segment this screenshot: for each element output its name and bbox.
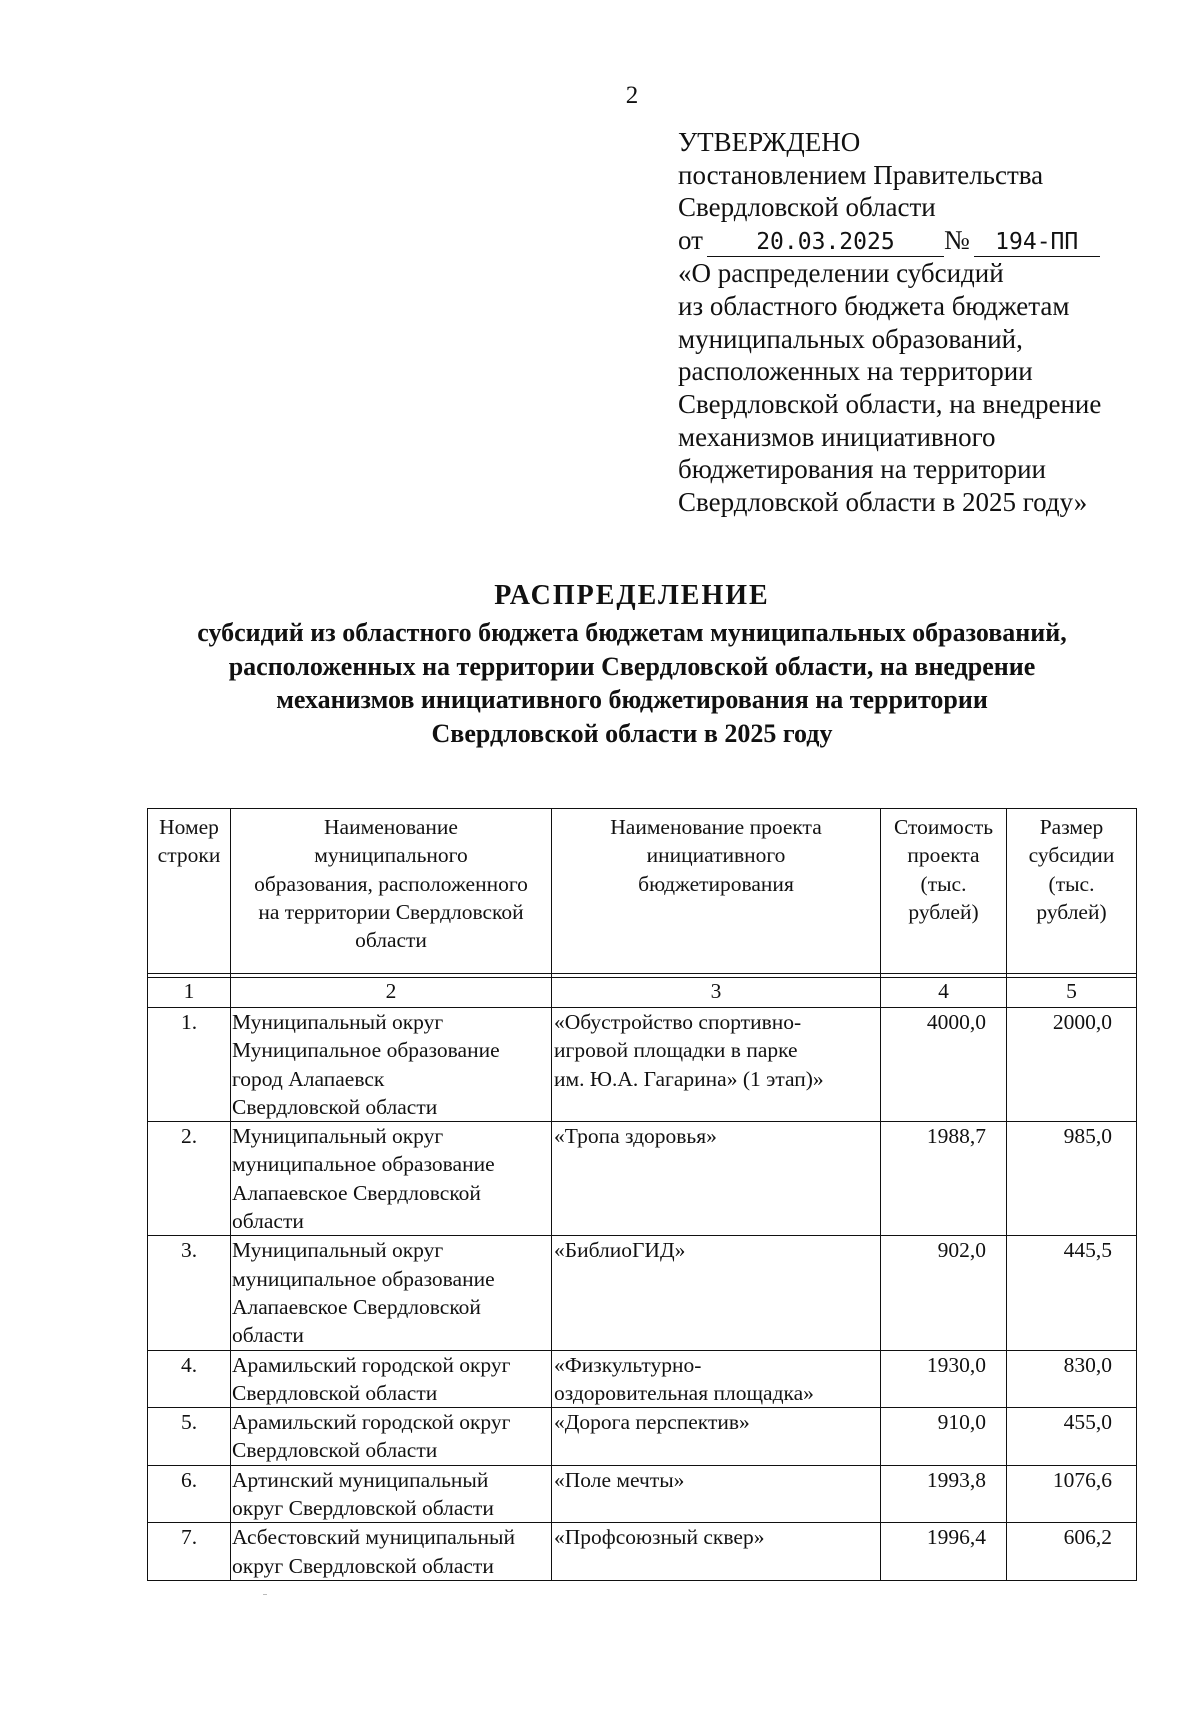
municipality-name <box>231 1350 552 1408</box>
table-header-row <box>148 809 1137 974</box>
municipality-name <box>231 1465 552 1523</box>
municipality-name-line: Артинский муниципальный <box>232 1467 489 1492</box>
table-row <box>148 1350 1137 1408</box>
project-cost: 1930,0 <box>881 1350 1007 1408</box>
distribution-table <box>147 808 1137 1581</box>
municipality-name-line: Арамильский городской округ <box>232 1352 511 1377</box>
municipality-name-line: Алапаевское Свердловской <box>232 1180 481 1205</box>
project-name-line: «Физкультурно- <box>554 1352 702 1377</box>
caption-line: Свердловской области, на внедрение <box>678 388 1102 419</box>
municipality-name-line: Асбестовский муниципальный <box>232 1525 515 1550</box>
project-name <box>552 1350 881 1408</box>
project-name-line: «Поле мечты» <box>554 1467 685 1492</box>
subtitle-line: расположенных на территории Свердловской области, на внедрение <box>228 651 1036 681</box>
municipality-name-line: округ Свердловской области <box>232 1496 494 1521</box>
project-cost: 1996,4 <box>881 1523 1007 1581</box>
municipality-name-line: Муниципальный округ <box>232 1238 444 1263</box>
scan-mark <box>263 1594 267 1595</box>
table-row <box>148 1008 1137 1122</box>
subtitle-line: механизмов инициативного бюджетирования на территории <box>276 685 988 714</box>
subsidy-amount: 1076,6 <box>1007 1465 1137 1523</box>
project-name <box>552 1122 881 1236</box>
municipality-name-line: Муниципальный округ <box>232 1124 444 1149</box>
project-name <box>552 1465 881 1523</box>
caption-line: бюджетирования на территории <box>678 454 1047 485</box>
municipality-name <box>231 1523 552 1581</box>
table-row <box>148 1408 1137 1466</box>
municipality-name-line: Свердловской области <box>232 1380 438 1405</box>
column-number: 2 <box>231 978 552 1008</box>
subtitle-line: субсидий из областного бюджета бюджетам муниципальных образований, <box>197 618 1067 647</box>
document-title: РАСПРЕДЕЛЕНИЕ <box>494 580 770 611</box>
project-name-line: «Дорога перспектив» <box>554 1410 750 1435</box>
project-cost: 1988,7 <box>881 1122 1007 1236</box>
project-cost: 910,0 <box>881 1408 1007 1466</box>
municipality-name-line: области <box>232 1209 304 1234</box>
project-cost: 1993,8 <box>881 1465 1007 1523</box>
approval-title: УТВЕРЖДЕНО <box>678 127 861 157</box>
caption-line: расположенных на территории <box>678 356 1033 387</box>
project-name <box>552 1408 881 1466</box>
municipality-name <box>231 1008 552 1122</box>
subsidy-amount: 606,2 <box>1007 1523 1137 1581</box>
header-subsidy: Размер субсидии (тыс. рублей) <box>1007 809 1137 974</box>
municipality-name-line: Муниципальный округ <box>232 1010 444 1034</box>
table-row <box>148 1122 1137 1236</box>
municipality-name-line: Свердловской области <box>232 1438 438 1463</box>
project-name-line: игровой площадки в парке <box>554 1038 798 1063</box>
header-project: Наименование проекта инициативного бюджетирования <box>552 809 881 974</box>
municipality-name-line: муниципальное образование <box>232 1266 495 1291</box>
approval-line-1: постановлением Правительства <box>678 159 1044 190</box>
municipality-name-line: город Алапаевск <box>232 1066 385 1091</box>
project-name-line: «Тропа здоровья» <box>554 1124 717 1149</box>
row-number: 2. <box>148 1122 231 1236</box>
table-row <box>148 1523 1137 1581</box>
header-row-number: Номер строки <box>148 809 231 974</box>
column-number: 5 <box>1007 978 1137 1008</box>
column-number: 1 <box>148 978 231 1008</box>
municipality-name <box>231 1236 552 1350</box>
project-name-line: «БиблиоГИД» <box>554 1238 686 1263</box>
project-name <box>552 1236 881 1350</box>
municipality-name-line: Свердловской области <box>232 1094 438 1119</box>
number-prefix: № <box>943 225 970 256</box>
row-number: 1. <box>148 1008 231 1122</box>
header-municipality: Наименование муниципального образования, расположенного на территории Свердловской области <box>231 809 552 974</box>
approval-line-2: Свердловской области <box>678 192 936 223</box>
row-number: 7. <box>148 1523 231 1581</box>
table-row <box>148 1465 1137 1523</box>
municipality-name-line: муниципальное образование <box>232 1152 495 1177</box>
approval-date-line <box>678 224 1148 257</box>
date-prefix: от <box>678 225 703 256</box>
project-name <box>552 1008 881 1122</box>
subsidy-amount: 2000,0 <box>1007 1008 1137 1122</box>
caption-line: муниципальных образований, <box>678 323 1023 354</box>
subsidy-amount: 830,0 <box>1007 1350 1137 1408</box>
table-row <box>148 1236 1137 1350</box>
municipality-name-line: округ Свердловской области <box>232 1553 494 1578</box>
caption-line: Свердловской области в 2025 году» <box>678 487 1088 518</box>
caption-line: «О распределении субсидий <box>678 258 1004 289</box>
project-name-line: им. Ю.А. Гагарина» (1 этап)» <box>554 1066 824 1091</box>
subtitle-line: Свердловской области в 2025 году <box>431 718 833 748</box>
approval-number: 194-ПП <box>974 228 1100 257</box>
column-number: 3 <box>552 978 881 1008</box>
project-name-line: оздоровительная площадка» <box>554 1380 814 1405</box>
project-cost: 902,0 <box>881 1236 1007 1350</box>
municipality-name-line: области <box>232 1323 304 1348</box>
row-number: 6. <box>148 1465 231 1523</box>
page-number: 2 <box>625 82 639 109</box>
row-number: 5. <box>148 1408 231 1466</box>
project-cost: 4000,0 <box>881 1008 1007 1122</box>
subsidy-amount: 455,0 <box>1007 1408 1137 1466</box>
caption-line: механизмов инициативного <box>678 421 996 452</box>
approval-block <box>678 126 1148 519</box>
document-subtitle <box>100 616 1164 750</box>
municipality-name-line: Алапаевское Свердловской <box>232 1294 481 1319</box>
municipality-name-line: Арамильский городской округ <box>232 1410 511 1435</box>
subsidy-amount: 985,0 <box>1007 1122 1137 1236</box>
project-name-line: «Профсоюзный сквер» <box>554 1525 765 1550</box>
row-number: 3. <box>148 1236 231 1350</box>
municipality-name <box>231 1408 552 1466</box>
municipality-name-line: Муниципальное образование <box>232 1038 500 1063</box>
caption-line: из областного бюджета бюджетам <box>678 290 1070 321</box>
approval-date: 20.03.2025 <box>707 228 944 257</box>
header-cost: Стоимость проекта (тыс. рублей) <box>881 809 1007 974</box>
project-name-line: «Обустройство спортивно- <box>554 1010 802 1034</box>
approval-caption <box>678 257 1148 519</box>
project-name <box>552 1523 881 1581</box>
table-body <box>148 809 1137 1581</box>
municipality-name <box>231 1122 552 1236</box>
column-number-row <box>148 978 1137 1008</box>
column-number: 4 <box>881 978 1007 1008</box>
row-number: 4. <box>148 1350 231 1408</box>
subsidy-amount: 445,5 <box>1007 1236 1137 1350</box>
